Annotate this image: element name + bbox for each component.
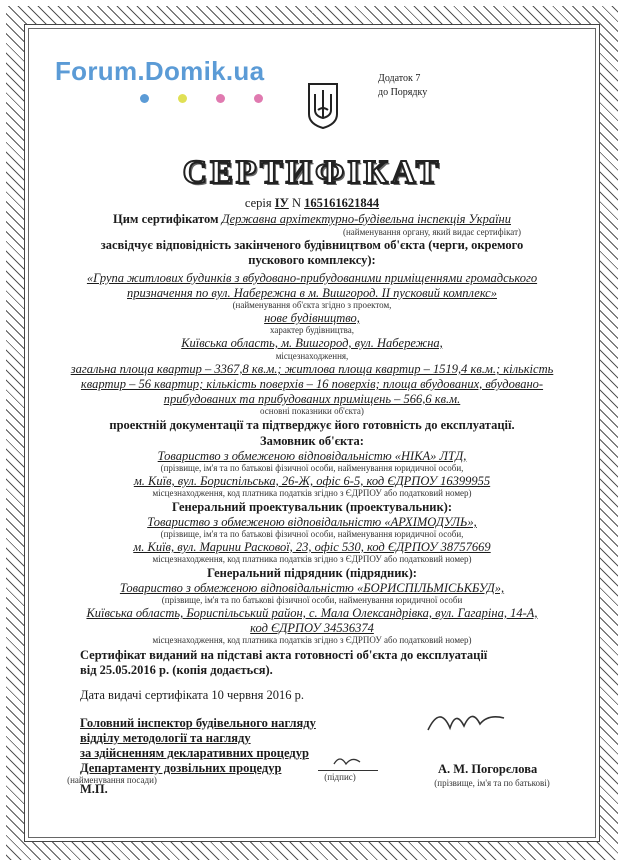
dot-blue [140,94,149,103]
customer-address: м. Київ, вул. Бориспільська, 26-Ж, офіс 6-5, код ЄДРПОУ 16399955 [133,474,491,488]
certificate-title: СЕРТИФІКАТ [182,154,442,191]
customer-name: Товариство з обмеженою відповідальністю «НІКА» ЛТД, [157,449,467,463]
initials-mark [330,752,370,770]
series-value: IУ [274,196,289,210]
designer-address-caption: місцезнаходження, код платника податків згідно з ЄДРПОУ або податковий номер) [152,554,472,564]
position-line-1: Головний інспектор будівельного нагляду [80,716,316,730]
designer-name: Товариство з обмеженою відповідальністю «АРХІМОДУЛЬ», [147,515,477,529]
annex-line-2: до Порядку [378,87,428,98]
handwritten-signature [420,700,510,740]
designer-name-caption: (прізвище, ім'я та по батькові фізичної особи, найменування юридичної особи, [160,529,464,539]
signature-caption: (підпис) [324,772,356,782]
annex-line-1: Додаток 7 [378,73,421,84]
contractor-address-caption: місцезнаходження, код платника податків згідно з ЄДРПОУ або податковий номер) [152,635,472,645]
issuer-caption: (найменування органу, який видає сертифікат) [342,227,522,237]
issue-date: Дата видачі сертифіката 10 червня 2016 р. [80,688,305,702]
certifies-line-2: пускового комплексу): [248,253,376,267]
contractor-name-caption: (прізвище, ім'я та по батькові фізичної особи, найменування юридичної особи [161,595,463,605]
contractor-address-line-2: код ЄДРПОУ 34536374 [250,621,374,635]
designer-address: м. Київ, вул. Марини Раскової, 23, офіс 530, код ЄДРПОУ 38757669 [133,540,491,554]
indicators-caption: основні показники об'єкта) [260,406,364,416]
construction-caption: характер будівництва, [269,325,355,335]
object-name-line-2: призначення по вул. Набережна в м. Вишгород. ІІ пусковий комплекс» [127,286,497,300]
customer-address-caption: місцезнаходження, код платника податків згідно з ЄДРПОУ або податковий номер) [152,488,472,498]
basis-line-2: від 25.05.2016 р. (копія додається). [80,663,273,677]
certificate-number: 165161621844 [304,196,380,210]
signer-name: А. М. Погорєлова [438,762,538,776]
contractor-address-line-1: Київська область, Бориспільський район, с. Мала Олександрівка, вул. Гагаріна, 14-А, [86,606,538,620]
customer-heading: Замовник об'єкта: [260,434,364,448]
contractor-heading: Генеральний підрядник (підрядник): [207,566,417,580]
annex-note [378,72,427,100]
object-name-line-1: «Група житлових будинків з вбудовано-прибудованими приміщеннями громадського [86,271,538,285]
object-name-caption: (найменування об'єкта згідно з проектом, [232,300,392,310]
watermark: Forum.Domik.ua [55,56,265,86]
series-line: серія IУ N 165161621844 [244,196,380,210]
contractor-name: Товариство з обмеженою відповідальністю «БОРИСПІЛЬМІСЬКБУД», [119,581,505,595]
signer-caption: (прізвище, ім'я та по батькові) [434,778,550,788]
basis-line-1: Сертифікат виданий на підставі акта готовності об'єкта до експлуатації [80,648,488,662]
location-caption: місцезнаходження, [275,351,349,361]
object-location: Київська область, м. Вишгород, вул. Набережна, [181,336,443,350]
stamp-label: М.П. [80,782,108,796]
position-line-2: відділу методології та нагляду [80,731,251,745]
certifies-line-1: засвідчує відповідність закінченого будівництвом об'єкта (черги, окремого [100,238,524,252]
indicators-line-1: загальна площа квартир – 3367,8 кв.м.; житлова площа квартир – 1519,4 кв.м.; кількість [70,362,554,376]
signature-line [318,770,378,771]
issuer-line: Цим сертифікатом Державна архітектурно-будівельна інспекція України [113,212,511,226]
customer-name-caption: (прізвище, ім'я та по батькові фізичної особи, найменування юридичної особи, [160,463,464,473]
indicators-line-3: прибудованих та прибудованих приміщень – 566,6 кв.м. [163,392,461,406]
trident-emblem-icon [305,80,341,130]
indicators-line-2: квартир – 56 квартир; кількість поверхів – 16 поверхів; площа вбудованих, вбудовано- [80,377,544,391]
construction-type: нове будівництво, [264,311,360,325]
watermark-dots [140,90,292,108]
dot-pink [216,94,225,103]
readiness-statement: проектній документації та підтверджує його готовність до експлуатації. [109,418,515,432]
position-line-3: за здійсненням декларативних процедур [80,746,309,760]
issuer-name: Державна архітектурно-будівельна інспекція України [221,212,511,226]
position-line-4: Департаменту дозвільних процедур [80,761,282,775]
position-caption: (найменування посади) [67,775,157,785]
dot-pink-2 [254,94,263,103]
designer-heading: Генеральний проектувальник (проектувальник): [171,500,453,514]
dot-yellow [178,94,187,103]
